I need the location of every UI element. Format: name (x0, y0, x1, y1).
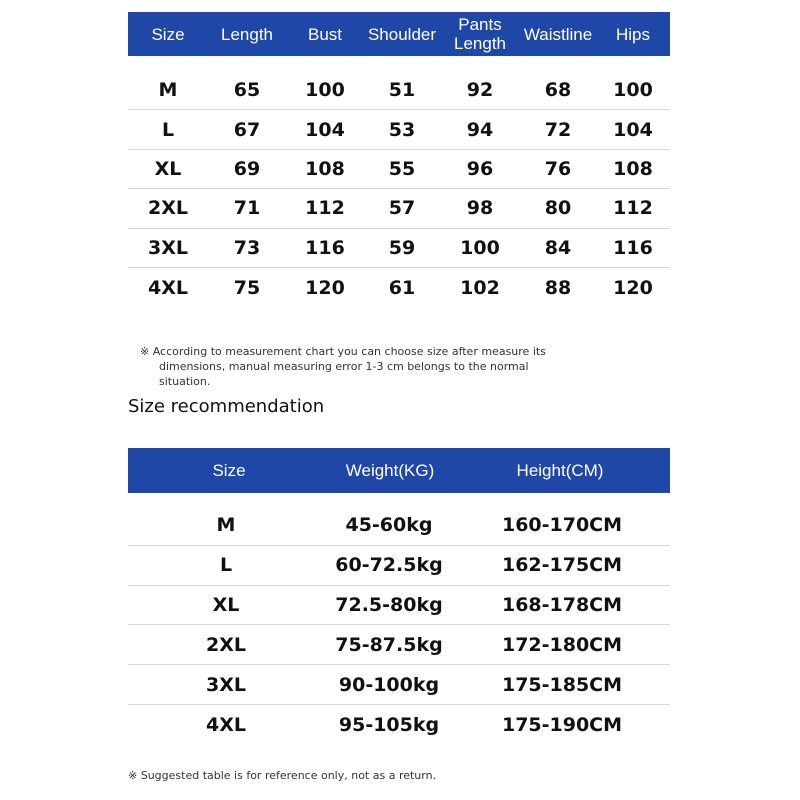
size-chart-cell: 69 (233, 157, 261, 180)
recommendation-cell: 160-170CM (501, 514, 623, 537)
size-chart-cell: 59 (388, 236, 416, 259)
size-chart-cell: XL (154, 157, 182, 180)
size-chart-cell: 104 (613, 118, 653, 141)
size-chart-cell: 55 (388, 157, 416, 180)
recommendation-cell: 175-190CM (501, 713, 623, 736)
size-chart-cell: 100 (460, 236, 500, 259)
size-chart-cell: 57 (388, 197, 416, 220)
recommendation-cell: 172-180CM (501, 633, 623, 656)
size-chart-cell: 61 (388, 276, 416, 299)
size-chart-header-cell: Length (221, 24, 273, 44)
size-chart-row (128, 268, 670, 307)
size-chart-row (128, 150, 670, 189)
recommendation-cell: 75-87.5kg (335, 633, 443, 656)
size-chart-cell: 51 (388, 79, 416, 102)
recommendation-cell: 4XL (206, 713, 246, 736)
recommendation-cell: 60-72.5kg (335, 554, 443, 577)
recommendation-row (128, 625, 670, 665)
recommendation-cell: L (219, 554, 233, 577)
size-chart-cell: 67 (233, 118, 261, 141)
size-chart-cell: M (158, 79, 178, 102)
reference-note: ※ Suggested table is for reference only, not as a return. (128, 769, 437, 782)
size-chart-cell: 96 (466, 157, 494, 180)
size-chart-row (128, 229, 670, 268)
recommendation-row (128, 665, 670, 705)
size-chart-row (128, 110, 670, 149)
size-chart-header (128, 12, 670, 56)
size-chart-header-cell: Pants Length (454, 15, 506, 53)
size-chart-cell: 104 (305, 118, 345, 141)
size-chart-cell: 100 (305, 79, 345, 102)
size-chart-header-cell: Shoulder (367, 24, 437, 44)
recommendation-header-cell: Size (212, 461, 246, 480)
size-chart-row (128, 71, 670, 110)
size-chart-cell: 84 (544, 236, 572, 259)
recommendation-header (128, 448, 670, 493)
size-chart-header-cell: Hips (615, 24, 650, 44)
size-chart-cell: 92 (466, 79, 494, 102)
size-chart-cell: 108 (613, 157, 653, 180)
recommendation-row (128, 705, 670, 745)
size-chart-cell: 72 (544, 118, 572, 141)
measurement-note-line2: dimensions, manual measuring error 1-3 cm belongs to the normal situation. (159, 360, 529, 388)
recommendation-cell: 168-178CM (501, 593, 623, 616)
size-chart-cell: 98 (466, 197, 494, 220)
size-chart-body (128, 71, 670, 307)
recommendation-row (128, 506, 670, 546)
size-chart-cell: 120 (613, 276, 653, 299)
size-chart-cell: 53 (388, 118, 416, 141)
size-chart-cell: 76 (544, 157, 572, 180)
size-chart-cell: 65 (233, 79, 261, 102)
size-chart-cell: 116 (305, 236, 345, 259)
recommendation-cell: 90-100kg (338, 673, 440, 696)
size-chart-header-cell: Bust (307, 24, 343, 44)
recommendation-cell: 45-60kg (345, 514, 433, 537)
size-chart-cell: 120 (305, 276, 345, 299)
size-chart-header-cell: Size (151, 24, 185, 44)
recommendation-cell: M (216, 514, 236, 537)
size-chart-header-cell: Waistline (523, 24, 593, 44)
recommendation-cell: 72.5-80kg (335, 593, 443, 616)
recommendation-cell: XL (212, 593, 240, 616)
size-chart-cell: 88 (544, 276, 572, 299)
section-title: Size recommendation (128, 396, 325, 417)
size-chart-cell: 112 (305, 197, 345, 220)
recommendation-cell: 95-105kg (338, 713, 440, 736)
size-chart-cell: 2XL (148, 197, 188, 220)
size-chart-cell: 68 (544, 79, 572, 102)
recommendation-cell: 175-185CM (501, 673, 623, 696)
size-chart-cell: 108 (305, 157, 345, 180)
size-chart-cell: 3XL (148, 236, 188, 259)
recommendation-body (128, 506, 670, 745)
size-chart-cell: 100 (613, 79, 653, 102)
size-chart-cell: 75 (233, 276, 261, 299)
measurement-note (140, 344, 580, 389)
size-chart-cell: 102 (460, 276, 500, 299)
size-chart-row (128, 189, 670, 228)
size-chart-cell: 112 (613, 197, 653, 220)
size-chart-cell: 80 (544, 197, 572, 220)
recommendation-cell: 162-175CM (501, 554, 623, 577)
recommendation-row (128, 586, 670, 626)
recommendation-header-cell: Height(CM) (516, 461, 604, 480)
size-chart-cell: 4XL (148, 276, 188, 299)
measurement-note-line1: ※ According to measurement chart you can choose size after measure its (140, 345, 546, 358)
size-chart-cell: 116 (613, 236, 653, 259)
recommendation-header-cell: Weight(KG) (345, 461, 435, 480)
size-chart-cell: 71 (233, 197, 261, 220)
size-chart-cell: 73 (233, 236, 261, 259)
recommendation-cell: 3XL (206, 673, 246, 696)
size-chart-cell: L (161, 118, 175, 141)
recommendation-row (128, 546, 670, 586)
size-chart-cell: 94 (466, 118, 494, 141)
recommendation-cell: 2XL (206, 633, 246, 656)
